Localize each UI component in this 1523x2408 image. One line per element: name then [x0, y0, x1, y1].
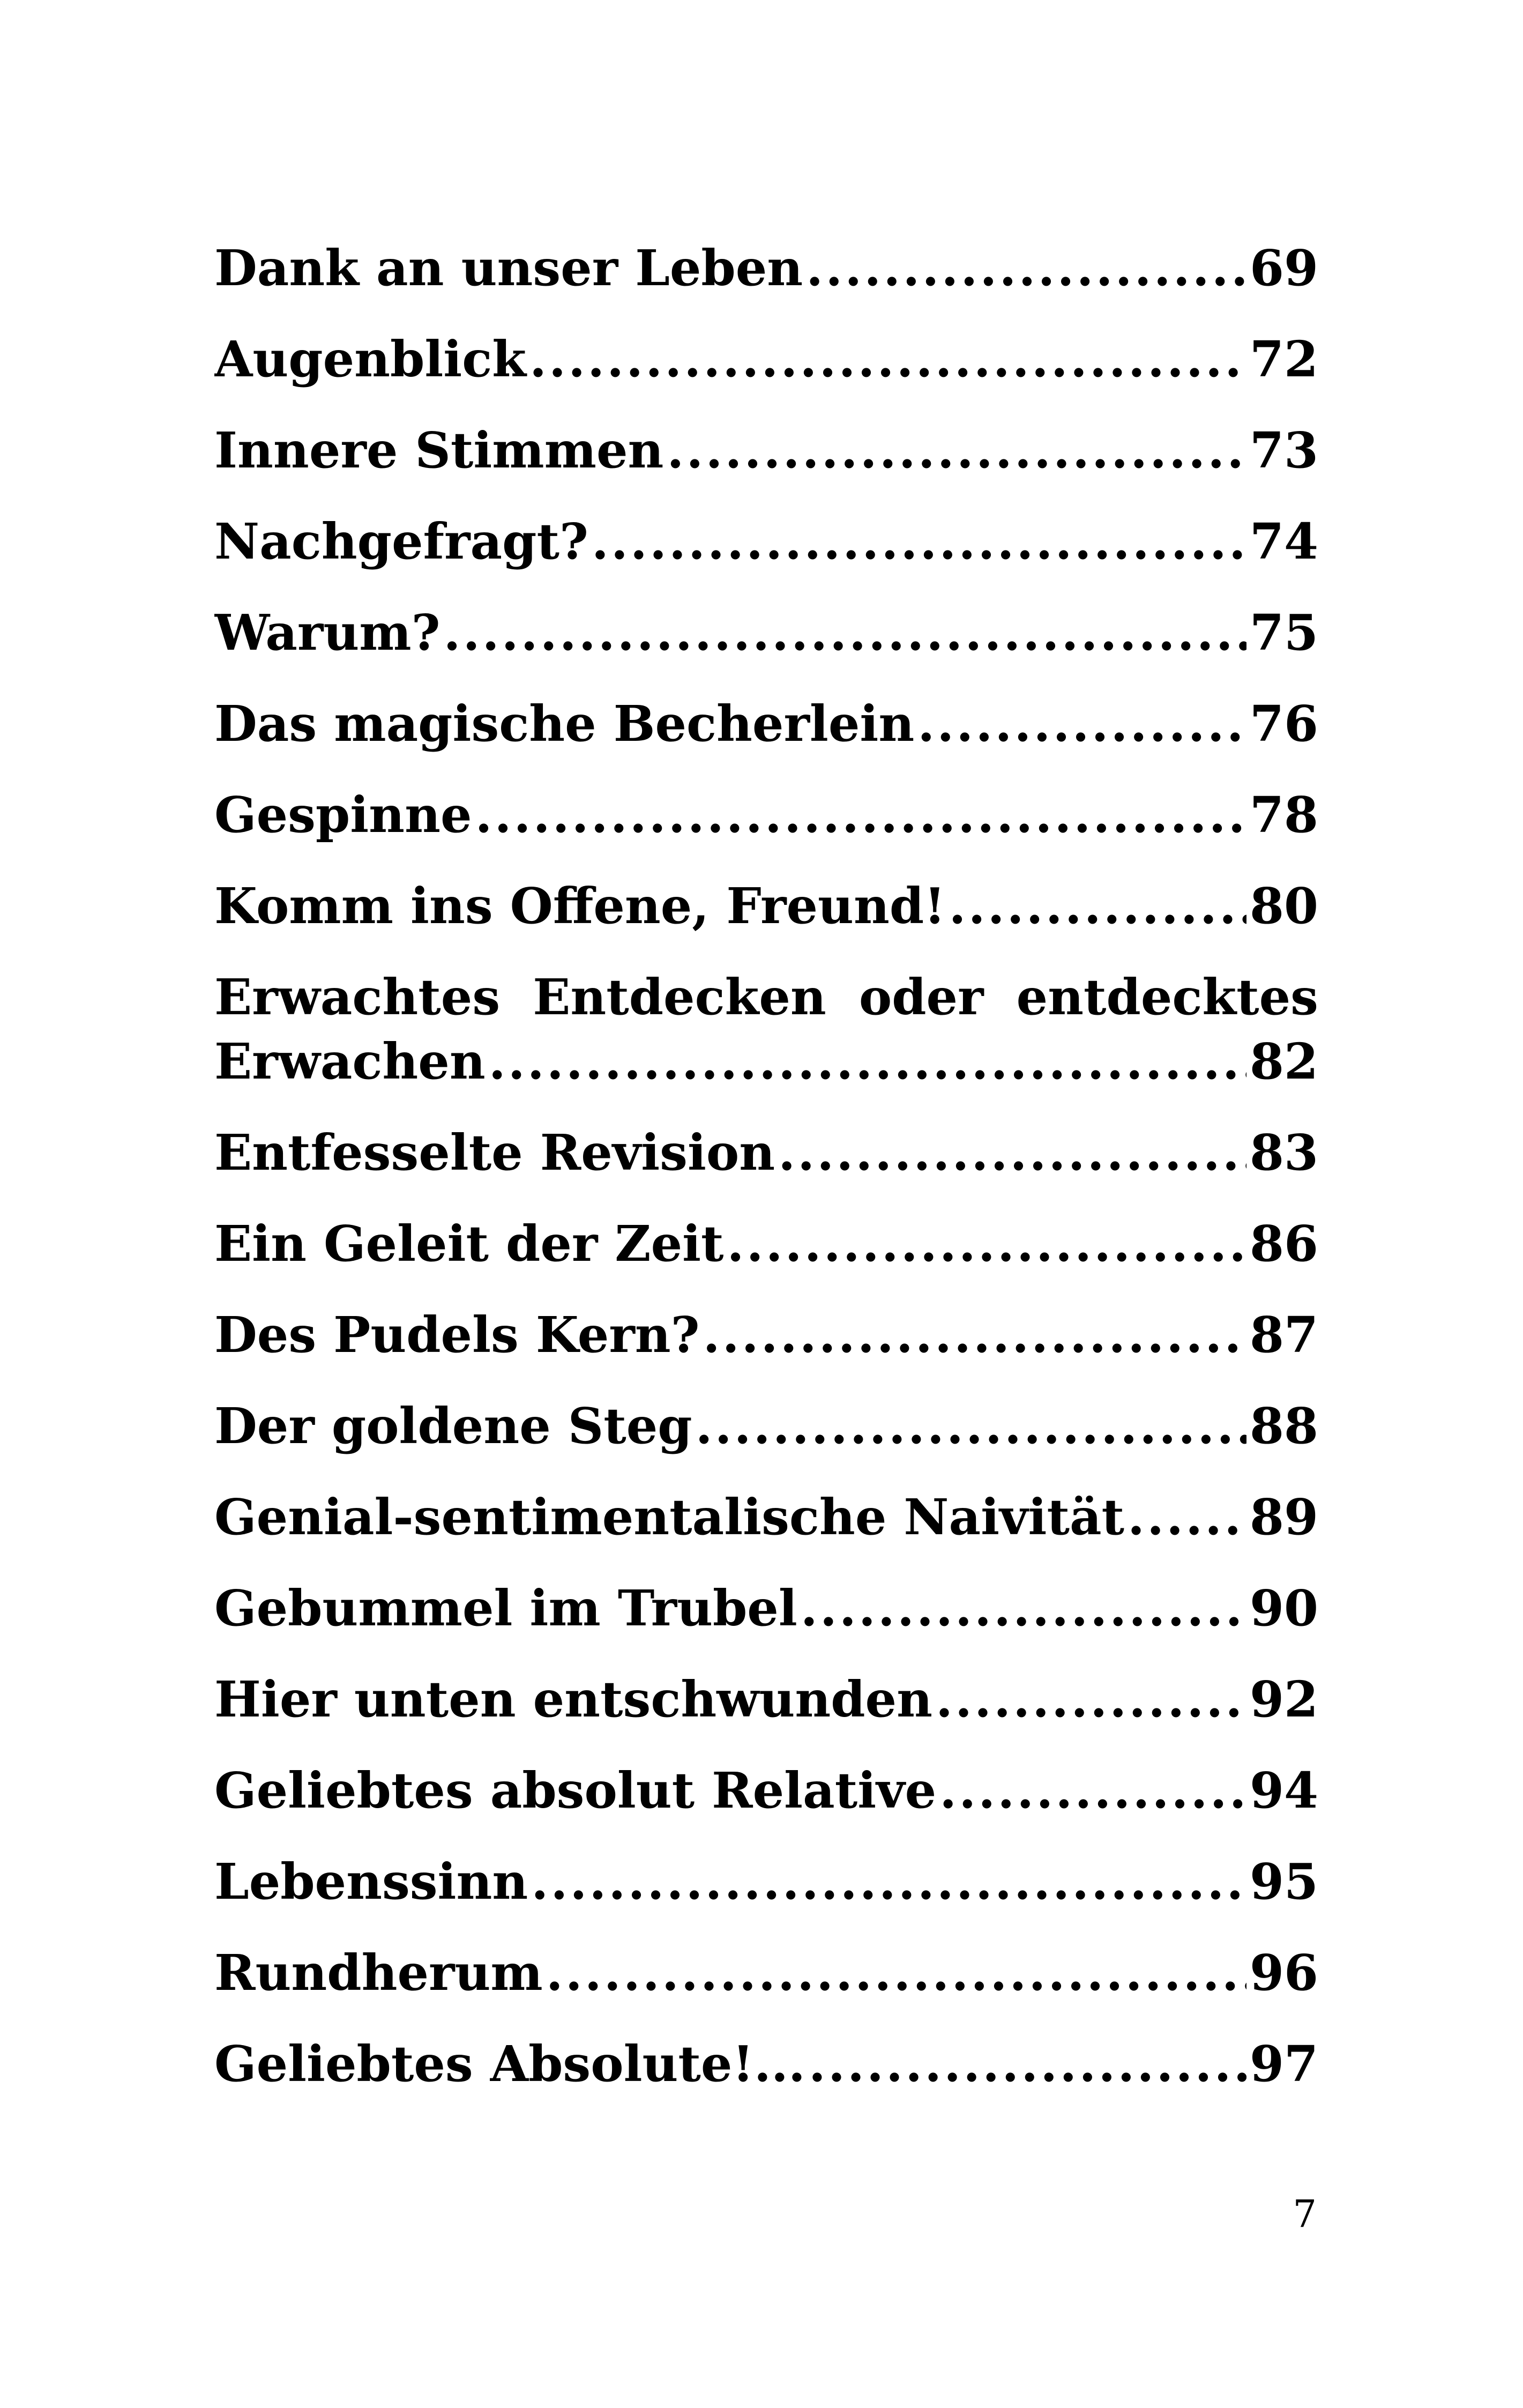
toc-entry-title: Hier unten entschwunden	[214, 1670, 932, 1728]
toc-title-word: Entdecken	[533, 968, 826, 1026]
toc-entry-page: 90	[1249, 1579, 1318, 1637]
dot-leader	[592, 509, 1246, 574]
toc-entry-title: Nachgefragt?	[214, 512, 588, 570]
toc-title-word: entdecktes	[1016, 968, 1318, 1026]
dot-leader	[475, 783, 1246, 847]
toc-entry-page: 95	[1249, 1853, 1318, 1911]
dot-leader	[444, 600, 1246, 665]
toc-title-word: Erwachtes	[214, 968, 501, 1026]
dot-leader	[696, 1394, 1246, 1458]
toc-entry	[214, 509, 1318, 574]
toc-entry-page: 96	[1249, 1944, 1318, 2002]
toc-entry-page: 89	[1249, 1488, 1318, 1546]
toc-entry	[214, 1212, 1318, 1276]
toc-entry-page: 82	[1249, 1032, 1318, 1090]
toc-entry-title: Ein Geleit der Zeit	[214, 1215, 724, 1273]
dot-leader	[546, 1941, 1246, 2005]
dot-leader	[939, 1758, 1246, 1823]
toc-entry	[214, 600, 1318, 665]
toc-entry-title: Das magische Becherlein	[214, 695, 915, 753]
dot-leader	[949, 874, 1246, 938]
toc-entry-page: 92	[1249, 1670, 1318, 1728]
toc-entry	[214, 1394, 1318, 1458]
toc-entry-title: Rundherum	[214, 1944, 543, 2002]
toc-entry	[214, 2032, 1318, 2096]
toc-entry	[214, 418, 1318, 482]
toc-entry	[214, 327, 1318, 391]
dot-leader	[936, 1667, 1246, 1731]
toc-entry-title: Lebenssinn	[214, 1853, 528, 1911]
toc-title-word: oder	[858, 968, 984, 1026]
toc-entry-title: Genial-sentimentalische Naivität	[214, 1488, 1125, 1546]
toc-entry-page: 94	[1249, 1762, 1318, 1819]
toc-entry-page: 87	[1249, 1306, 1318, 1364]
toc-entry-title: Gespinne	[214, 786, 472, 844]
toc-entry-title: Des Pudels Kern?	[214, 1306, 700, 1364]
toc-entry-title: Augenblick	[214, 330, 527, 388]
toc-entry-page: 88	[1249, 1397, 1318, 1455]
toc-entry	[214, 1941, 1318, 2005]
dot-leader	[703, 1303, 1246, 1367]
toc-entry-title: Dank an unser Leben	[214, 239, 803, 297]
toc-entry-title: Geliebtes absolut Relative	[214, 1762, 937, 1819]
dot-leader	[531, 1849, 1246, 1914]
toc-entry	[214, 1485, 1318, 1549]
toc-entry-page: 74	[1249, 512, 1318, 570]
toc-entry-title: Geliebtes Absolute!...	[214, 2035, 805, 2093]
toc-entry-title-second-line: Erwachen	[214, 1032, 486, 1090]
dot-leader	[806, 236, 1246, 300]
dot-leader	[778, 1120, 1246, 1185]
toc-entry	[214, 965, 1318, 1094]
toc-entry	[214, 1667, 1318, 1731]
toc-entry	[214, 1849, 1318, 1914]
toc-entry-title: Innere Stimmen	[214, 421, 664, 479]
toc-entry-page: 76	[1249, 695, 1318, 753]
toc-entry	[214, 236, 1318, 300]
toc-entry-title: Entfesselte Revision	[214, 1124, 775, 1181]
toc-entry	[214, 1758, 1318, 1823]
toc-entry	[214, 1120, 1318, 1185]
toc-entry-page: 80	[1249, 877, 1318, 935]
toc-entry	[214, 1303, 1318, 1367]
toc-entry-title: Gebummel im Trubel	[214, 1579, 797, 1637]
toc-entry-page: 97	[1249, 2035, 1318, 2093]
dot-leader	[1128, 1485, 1246, 1549]
toc-entry	[214, 692, 1318, 756]
dot-leader	[727, 1212, 1246, 1276]
toc-entry	[214, 783, 1318, 847]
dot-leader	[529, 327, 1246, 391]
toc-entry-page: 69	[1249, 239, 1318, 297]
toc-entry-page: 73	[1249, 421, 1318, 479]
toc-entry-page: 75	[1249, 604, 1318, 662]
toc-entry-page: 78	[1249, 786, 1318, 844]
page-number: 7	[1293, 2192, 1317, 2236]
dot-leader	[917, 692, 1246, 756]
toc-entry-title: Warum?	[214, 604, 441, 662]
dot-leader	[489, 1029, 1246, 1094]
toc-entry-title: Der goldene Steg	[214, 1397, 692, 1455]
dot-leader	[809, 2032, 1246, 2096]
toc-entry-page: 72	[1249, 330, 1318, 388]
dot-leader	[667, 418, 1246, 482]
toc-entry	[214, 1576, 1318, 1640]
toc-entry-title-first-line	[214, 965, 1318, 1029]
toc-entry	[214, 874, 1318, 938]
toc-entry-page: 83	[1249, 1124, 1318, 1181]
toc-entry-page: 86	[1249, 1215, 1318, 1273]
toc-entry-title: Komm ins Offene, Freund!	[214, 877, 946, 935]
dot-leader	[801, 1576, 1246, 1640]
table-of-contents	[214, 236, 1318, 2123]
